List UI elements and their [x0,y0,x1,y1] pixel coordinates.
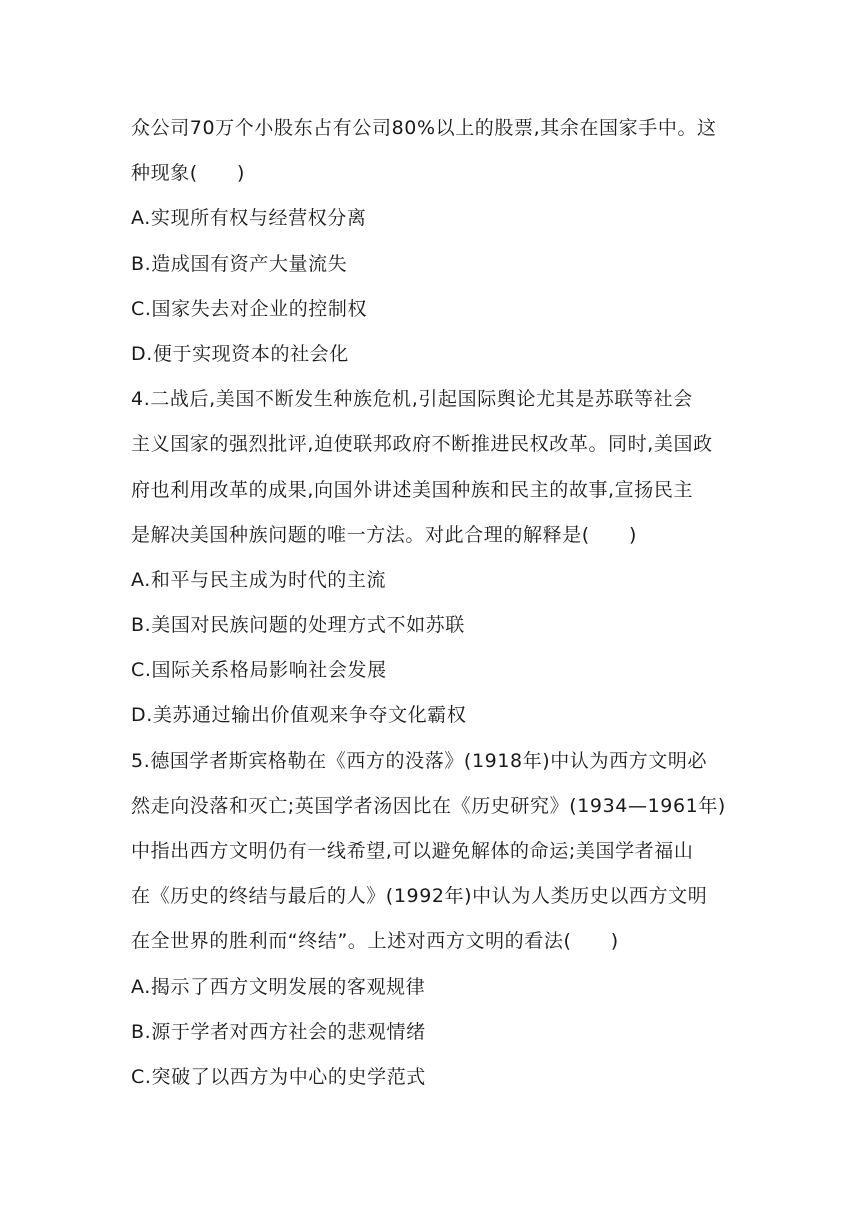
q5-stem-line-2: 然走向没落和灭亡;英国学者汤因比在《历史研究》(1934—1961年) [131,794,726,817]
q3-option-a: A.实现所有权与经营权分离 [131,207,367,230]
q5-option-a: A.揭示了西方文明发展的客观规律 [131,975,426,998]
q5-option-b: B.源于学者对西方社会的悲观情绪 [131,1020,426,1043]
q4-option-a: A.和平与民主成为时代的主流 [131,568,387,591]
q3-option-b: B.造成国有资产大量流失 [131,252,348,275]
q3-stem-line-1: 众公司70万个小股东占有公司80%以上的股票,其余在国家手中。这 [131,117,717,139]
q5-option-c: C.突破了以西方为中心的史学范式 [131,1065,426,1088]
q5-stem-line-1: 5.德国学者斯宾格勒在《西方的没落》(1918年)中认为西方文明必 [131,749,708,772]
q5-stem-line-5: 在全世界的胜利而“终结”。上述对西方文明的看法( ) [131,930,619,953]
q4-option-c: C.国际关系格局影响社会发展 [131,659,387,682]
q4-stem-line-3: 府也利用改革的成果,向国外讲述美国种族和民主的故事,宣扬民主 [131,478,694,501]
q3-stem-line-2: 种现象( ) [131,162,246,185]
q3-option-d: D.便于实现资本的社会化 [131,342,349,365]
q4-stem-line-2: 主义国家的强烈批评,迫使联邦政府不断推进民权改革。同时,美国政 [131,433,713,456]
q5-stem-line-3: 中指出西方文明仍有一线希望,可以避免解体的命运;美国学者福山 [131,840,694,862]
q4-stem-line-1: 4.二战后,美国不断发生种族危机,引起国际舆论尤其是苏联等社会 [131,388,693,411]
question-text-block [131,106,731,1100]
q3-option-c: C.国家失去对企业的控制权 [131,297,368,320]
q5-stem-line-4: 在《历史的终结与最后的人》(1992年)中认为人类历史以西方文明 [131,885,708,908]
q4-option-b: B.美国对民族问题的处理方式不如苏联 [131,614,465,637]
q4-option-d: D.美苏通过输出价值观来争夺文化霸权 [131,704,467,727]
q4-stem-line-4: 是解决美国种族问题的唯一方法。对此合理的解释是( ) [131,523,638,546]
